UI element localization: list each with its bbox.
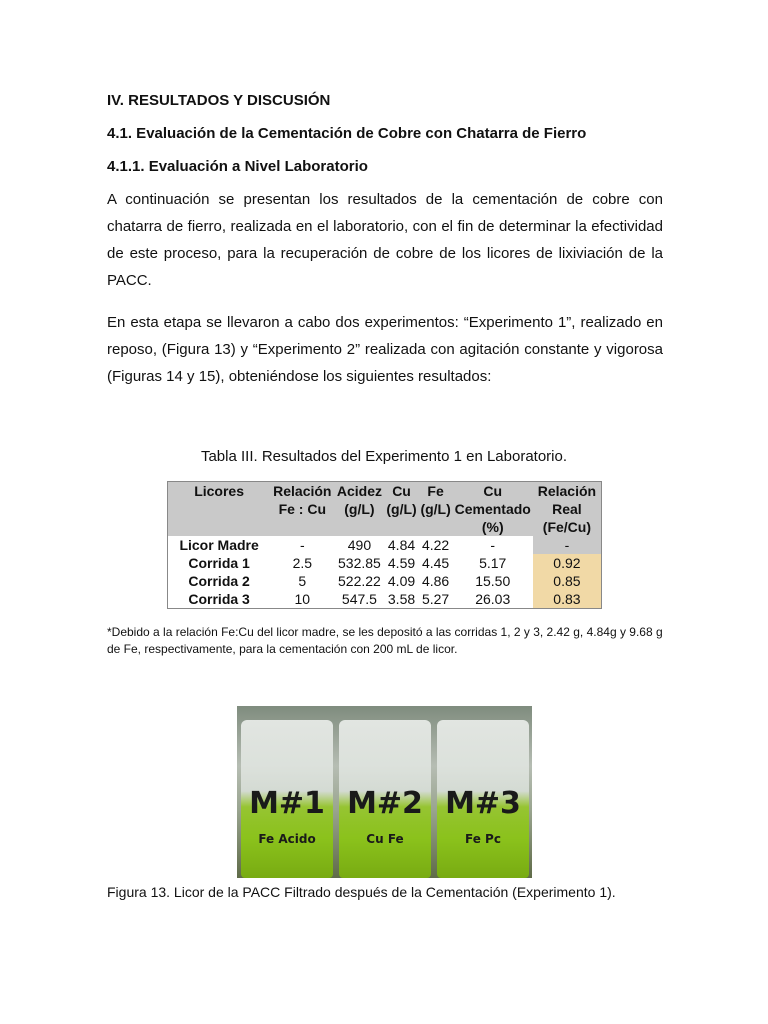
intro-paragraph: A continuación se presentan los resultados de la cementación de cobre con chatarra de fierro, realizada en el laboratorio, con el fin de determinar la efectividad de este proceso, para la recuperación de cobre de los licores de lixiviación de la PACC. [107,191,663,289]
table-cell: - [299,537,305,553]
experiments-paragraph: En esta etapa se llevaron a cabo dos experimentos: “Experimento 1”, realizado en reposo, (Figura 13) y “Experimento 2” realizada con agitación constante y vigorosa (Figuras 14 y 15), obteniéndose los siguientes resultados: [107,314,663,385]
table-cell: 3.58 [384,590,418,609]
section-heading: IV. RESULTADOS Y DISCUSIÓN [107,92,331,109]
table-cell: 0.83 [533,590,602,609]
results-table [167,481,602,609]
table-cell: 10 [270,590,334,609]
beaker-sublabel: Fe Acido [258,832,316,846]
header-cell: Fe (g/L) [419,482,453,537]
row-label: Corrida 1 [188,555,250,571]
table-cell: 4.84 [387,537,416,553]
table-cell: 0.92 [533,554,602,572]
subsubsection-heading: 4.1.1. Evaluación a Nivel Laboratorio [107,158,368,175]
table-cell: 15.50 [475,573,511,589]
table-header-row [168,482,602,537]
beaker-label: M#3 [445,786,521,821]
table-caption: Tabla III. Resultados del Experimento 1 en Laboratorio. [200,448,568,465]
header-cell: Licores [168,482,271,537]
figure-caption: Figura 13. Licor de la PACC Filtrado después de la Cementación (Experimento 1). [107,884,616,900]
table-cell: - [490,537,496,553]
table-cell: 26.03 [453,590,533,609]
table-cell: 5 [298,573,307,589]
table-cell: 5.17 [479,555,507,571]
subsection-heading: 4.1. Evaluación de la Cementación de Cobre con Chatarra de Fierro [107,125,587,142]
table-cell: 0.85 [533,572,602,590]
table-cell: 4.09 [387,573,416,589]
beaker-label: M#1 [249,786,325,821]
beakers-photo [237,706,532,878]
table-cell: 547.5 [334,590,384,609]
header-cell: Cu (g/L) [384,482,418,537]
beaker-label: M#2 [347,786,423,821]
table-cell: 4.59 [387,555,416,571]
table-row [168,554,602,572]
table-cell: - [533,536,602,554]
table-cell: 532.85 [338,555,381,571]
table-cell: 5.27 [419,590,453,609]
beaker-sublabel: Fe Pc [465,832,501,846]
header-cell: Acidez (g/L) [334,482,384,537]
row-label: Corrida 2 [188,573,250,589]
beaker-1 [241,720,333,878]
table-cell: 2.5 [292,555,313,571]
table-cell: 4.45 [421,555,450,571]
table-footnote: *Debido a la relación Fe:Cu del licor madre, se les depositó a las corridas 1, 2 y 3, 2.42 g, 4.84g y 9.68 g de Fe, respectivamente, para la cementación con 200 mL de licor. [107,625,663,656]
header-cell: Cu Cementado (%) [454,483,531,535]
beaker-sublabel: Cu Fe [366,832,404,846]
table-row [168,590,602,609]
header-cell: Relación Real (Fe/Cu) [533,482,602,537]
beaker-2 [339,720,431,878]
row-label: Corrida 3 [168,590,271,609]
table-cell: 522.22 [338,573,381,589]
table-row [168,536,602,554]
table-cell: 490 [347,537,372,553]
header-cell: Relación Fe : Cu [270,482,334,537]
row-label: Licor Madre [179,537,259,553]
table-cell: 4.86 [421,573,450,589]
table-row [168,572,602,590]
table-cell: 4.22 [421,537,450,553]
beaker-3 [437,720,529,878]
